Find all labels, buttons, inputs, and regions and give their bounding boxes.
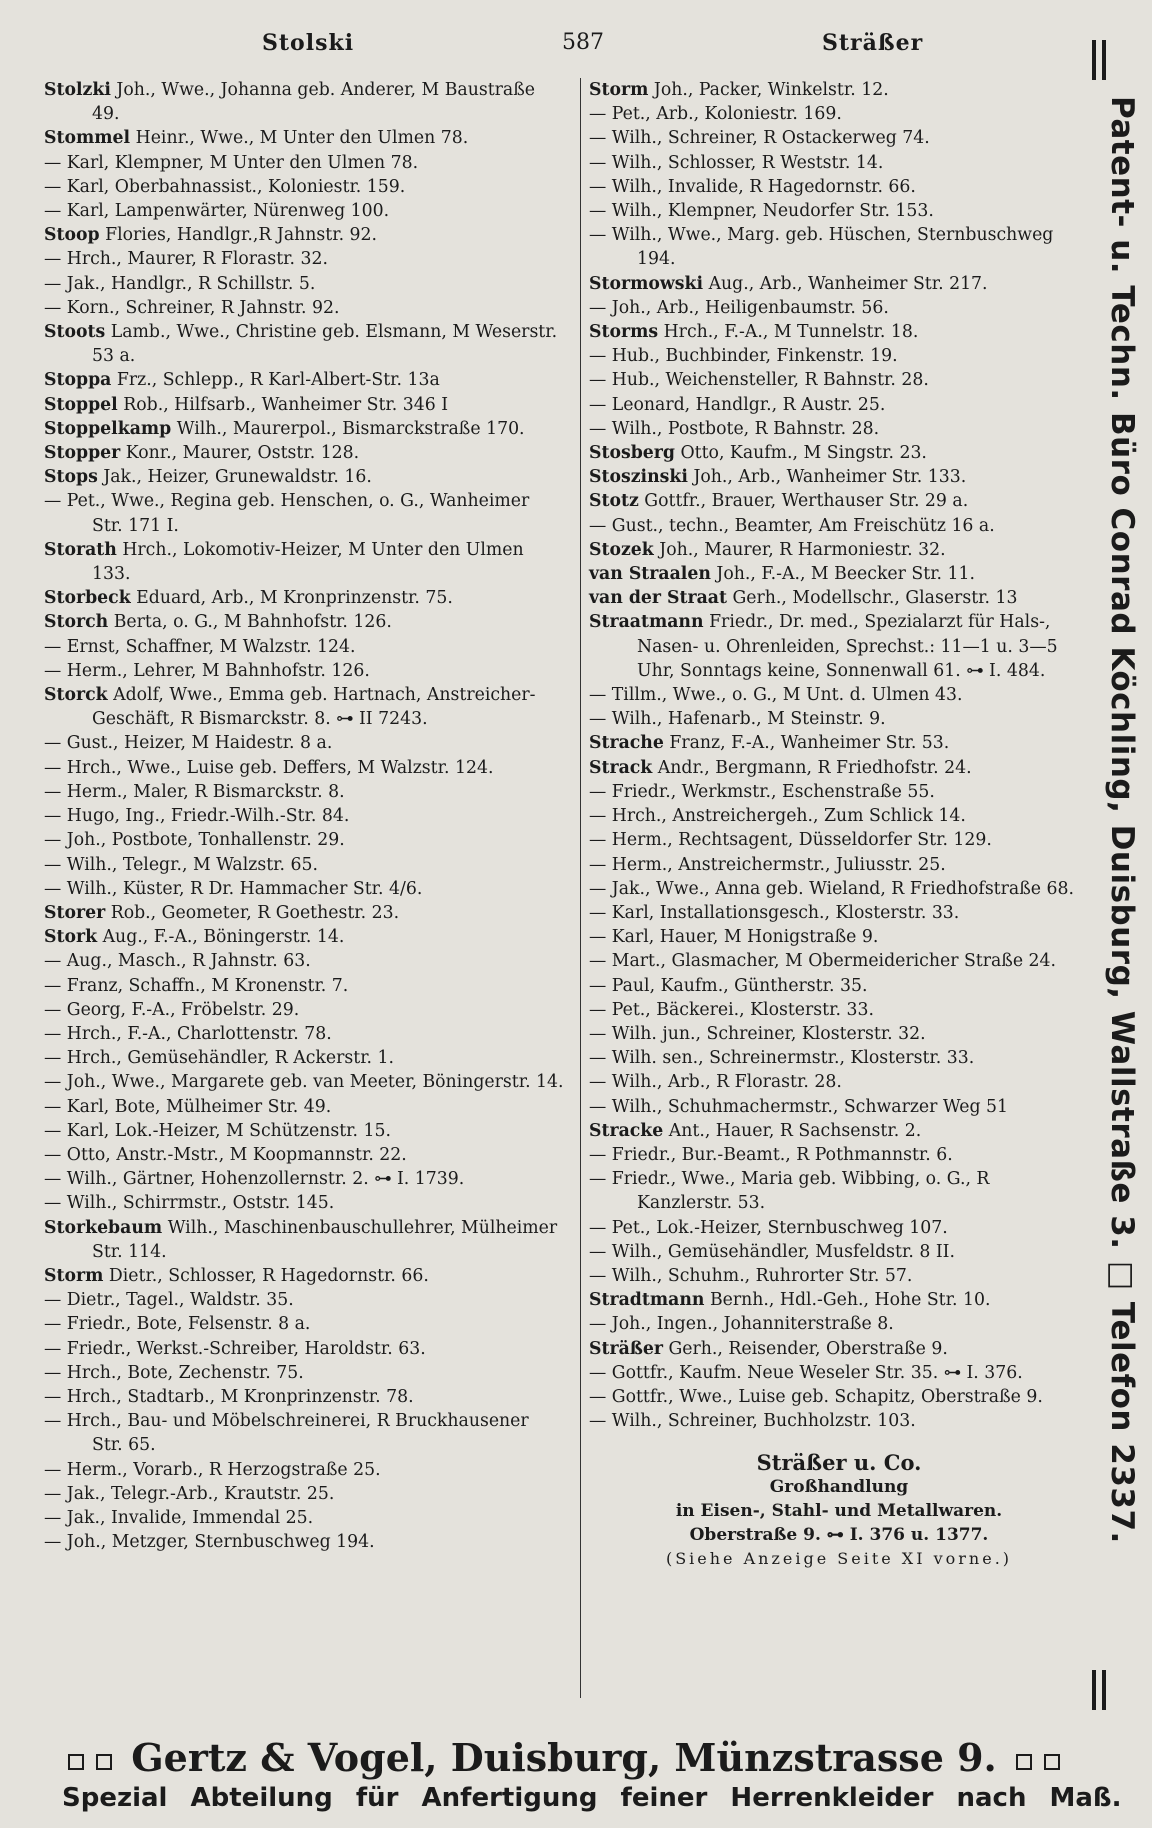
entry-surname: Stoppelkamp (44, 418, 172, 439)
entry-details: Hrch., F.-A., M Tunnelstr. 18. (663, 322, 919, 343)
header-right-keyword: Sträßer (822, 30, 924, 56)
directory-entry (44, 393, 564, 417)
entry-surname: Storch (44, 612, 109, 633)
entry-details: — Herm., Anstreichermstr., Juliusstr. 25. (589, 854, 946, 875)
directory-entry (589, 562, 1089, 586)
entry-details: — Joh., Metzger, Sternbuschweg 194. (44, 1532, 375, 1553)
entry-details: — Karl, Klempner, M Unter den Ulmen 78. (44, 152, 419, 173)
entry-details: Joh., Maurer, R Harmoniestr. 32. (659, 539, 946, 560)
entry-details: Gerh., Modellschr., Glaserstr. 13 (732, 588, 1018, 609)
entry-details: — Karl, Oberbahnassist., Koloniestr. 159. (44, 176, 406, 197)
entry-surname: Storkebaum (44, 1217, 163, 1238)
entry-details: — Herm., Lehrer, M Bahnhofstr. 126. (44, 660, 370, 681)
entry-details: — Joh., Postbote, Tonhallenstr. 29. (44, 830, 345, 851)
directory-entry (589, 1409, 1089, 1433)
directory-entry (589, 877, 1089, 901)
sidebar-rule-top-2 (1102, 40, 1106, 80)
entry-details: — Wilh., Arb., R Florastr. 28. (589, 1072, 842, 1093)
directory-entry (44, 296, 564, 320)
entry-surname: Strack (589, 757, 653, 778)
entry-details: — Joh., Ingen., Johanniterstraße 8. (589, 1314, 894, 1335)
directory-entry (44, 635, 564, 659)
entry-surname: Storck (44, 685, 108, 706)
directory-entry (44, 1312, 564, 1336)
footer-firm: Gertz & Vogel, Duisburg, Münzstrasse 9. (131, 1735, 997, 1780)
entry-details: — Wilh., Schlosser, R Weststr. 14. (589, 152, 884, 173)
directory-entry (589, 296, 1089, 320)
entry-details: Andr., Bergmann, R Friedhofstr. 24. (657, 757, 972, 778)
directory-entry (589, 901, 1089, 925)
entry-surname: Sträßer (589, 1338, 663, 1359)
entry-details: Adolf, Wwe., Emma geb. Hartnach, Anstreicher-Geschäft, R Bismarckstr. 8. ⊶ II 7243. (92, 685, 536, 730)
entry-details: — Wilh., Schuhmachermstr., Schwarzer Weg 51 (589, 1096, 1009, 1117)
entry-surname: Stozek (589, 539, 654, 560)
directory-entry (589, 828, 1089, 852)
entry-details: — Otto, Anstr.-Mstr., M Koopmannstr. 22. (44, 1144, 407, 1165)
entry-details: — Wilh., Schreiner, R Ostackerweg 74. (589, 128, 930, 149)
directory-entry (44, 1046, 564, 1070)
entry-details: — Wilh., Invalide, R Hagedornstr. 66. (589, 176, 916, 197)
entry-details: — Mart., Glasmacher, M Obermeidericher Straße 24. (589, 951, 1057, 972)
entry-details: Joh., F.-A., M Beecker Str. 11. (716, 564, 976, 585)
entry-details: — Karl, Lampenwärter, Nürenweg 100. (44, 201, 390, 222)
directory-entry (589, 949, 1089, 973)
sidebar-ad-text: Patent- u. Techn. Büro Conrad Köchling, Duisburg, Wallstraße 3. □ Telefon 2337. (1104, 96, 1140, 1544)
square-ornament-icon (1044, 1754, 1060, 1770)
entry-surname: Stotz (589, 491, 639, 512)
directory-entry (44, 974, 564, 998)
page-number: 587 (562, 30, 604, 55)
entry-details: — Wilh., Schuhm., Ruhrorter Str. 57. (589, 1265, 913, 1286)
entry-details: Aug., F.-A., Böningerstr. 14. (102, 927, 345, 948)
directory-entry (589, 441, 1089, 465)
entry-details: — Gust., Heizer, M Haidestr. 8 a. (44, 733, 333, 754)
directory-entry (44, 199, 564, 223)
directory-entry (589, 707, 1089, 731)
sidebar-rule-top (1092, 40, 1096, 80)
entry-details: — Wilh., Telegr., M Walzstr. 65. (44, 854, 318, 875)
directory-entry (589, 1312, 1089, 1336)
sidebar-advertisement (1088, 40, 1144, 1710)
entry-details: Frz., Schlepp., R Karl-Albert-Str. 13a (116, 370, 440, 391)
entry-details: — Wilh. jun., Schreiner, Klosterstr. 32. (589, 1023, 926, 1044)
entry-details: — Hub., Buchbinder, Finkenstr. 19. (589, 346, 898, 367)
entry-details: — Leonard, Handlgr., R Austr. 25. (589, 394, 886, 415)
entry-surname: Straatmann (589, 612, 704, 633)
directory-entry (589, 272, 1089, 296)
directory-entry (44, 320, 564, 368)
entry-details: — Gottfr., Wwe., Luise geb. Schapitz, Oberstraße 9. (589, 1386, 1043, 1407)
directory-entry (44, 1143, 564, 1167)
directory-entry (44, 1409, 564, 1457)
entry-surname: Stosberg (589, 443, 675, 464)
entry-details: Joh., Wwe., Johanna geb. Anderer, M Baustraße 49. (92, 80, 535, 125)
entry-details: — Aug., Masch., R Jahnstr. 63. (44, 951, 311, 972)
entry-details: — Pet., Wwe., Regina geb. Henschen, o. G., Wanheimer Str. 171 I. (44, 491, 530, 536)
ad-firm-name: Sträßer u. Co. (756, 1450, 922, 1476)
entry-details: Flories, Handlgr.,R Jahnstr. 92. (105, 225, 378, 246)
entry-details: Ant., Hauer, R Sachsenstr. 2. (668, 1120, 922, 1141)
left-column (44, 78, 564, 1554)
entry-details: — Karl, Installationsgesch., Klosterstr. 33. (589, 902, 960, 923)
directory-entry (44, 489, 564, 537)
directory-entry (589, 1022, 1089, 1046)
directory-entry (44, 853, 564, 877)
directory-entry (44, 78, 564, 126)
entry-surname: Storm (44, 1265, 104, 1286)
entry-details: — Friedr., Werkst.-Schreiber, Haroldstr. 63. (44, 1338, 426, 1359)
entry-surname: Stradtmann (589, 1290, 705, 1311)
entry-surname: Strache (589, 733, 664, 754)
entry-details: — Pet., Lok.-Heizer, Sternbuschweg 107. (589, 1217, 948, 1238)
directory-entry (589, 1070, 1089, 1094)
entry-details: Friedr., Dr. med., Spezialarzt für Hals-, Nasen- u. Ohrenleiden, Sprechst.: 11—1 u. 3—5 Uhr, Sonntags keine, Sonnenwall 61. ⊶ I. 484. (637, 612, 1058, 681)
entry-details: Eduard, Arb., M Kronprinzenstr. 75. (136, 588, 453, 609)
entry-surname: Stopper (44, 443, 121, 464)
entry-details: Otto, Kaufm., M Singstr. 23. (680, 443, 927, 464)
directory-entry (44, 877, 564, 901)
directory-entry (44, 901, 564, 925)
advertisement-block (589, 1451, 1089, 1571)
entry-details: Berta, o. G., M Bahnhofstr. 126. (113, 612, 392, 633)
entry-surname: Stolzki (44, 80, 111, 100)
directory-entry (44, 126, 564, 150)
entry-details: — Ernst, Schaffner, M Walzstr. 124. (44, 636, 356, 657)
directory-entry (44, 223, 564, 247)
directory-entry (589, 610, 1089, 683)
directory-entry (589, 1337, 1089, 1361)
directory-entry (44, 247, 564, 271)
directory-entry (589, 1288, 1089, 1312)
directory-entry (44, 1070, 564, 1094)
entry-details: — Herm., Maler, R Bismarckstr. 8. (44, 781, 345, 802)
sidebar-rule-bottom-2 (1102, 1670, 1106, 1710)
page-header (52, 30, 1072, 66)
directory-entry (589, 1143, 1089, 1167)
directory-entry (589, 974, 1089, 998)
directory-entry (589, 804, 1089, 828)
entry-details: — Hrch., Wwe., Luise geb. Deffers, M Walzstr. 124. (44, 757, 494, 778)
entry-surname: Stork (44, 927, 98, 948)
entry-details: Dietr., Schlosser, R Hagedornstr. 66. (108, 1265, 429, 1286)
entry-surname: Stoots (44, 322, 106, 343)
directory-entry (44, 272, 564, 296)
entry-details: — Wilh., Gärtner, Hohenzollernstr. 2. ⊶ I. 1739. (44, 1169, 465, 1190)
directory-entry (589, 1216, 1089, 1240)
directory-entry (589, 586, 1089, 610)
entry-surname: Stoop (44, 225, 100, 246)
entry-surname: Storbeck (44, 588, 131, 609)
entry-details: — Hrch., F.-A., Charlottenstr. 78. (44, 1023, 332, 1044)
directory-entry (44, 610, 564, 634)
entry-details: — Herm., Vorarb., R Herzogstraße 25. (44, 1459, 381, 1480)
directory-entry (589, 780, 1089, 804)
directory-entry (44, 998, 564, 1022)
entry-details: — Herm., Rechtsagent, Düsseldorfer Str. 129. (589, 830, 992, 851)
entry-details: — Jak., Invalide, Immendal 25. (44, 1507, 314, 1528)
entry-surname: Stops (44, 467, 98, 488)
directory-entry (44, 1119, 564, 1143)
entry-details: Joh., Packer, Winkelstr. 12. (653, 80, 889, 100)
directory-entry (589, 683, 1089, 707)
footer-line-1 (62, 1735, 1066, 1780)
entry-details: — Karl, Lok.-Heizer, M Schützenstr. 15. (44, 1120, 391, 1141)
entry-details: — Jak., Handlgr., R Schillstr. 5. (44, 273, 316, 294)
entry-details: — Karl, Bote, Mülheimer Str. 49. (44, 1096, 332, 1117)
directory-entry (44, 586, 564, 610)
directory-entry (589, 1095, 1089, 1119)
directory-entry (44, 1167, 564, 1191)
directory-entry (589, 465, 1089, 489)
directory-entry (44, 1216, 564, 1264)
directory-entry (44, 1385, 564, 1409)
entry-details: — Hrch., Maurer, R Florastr. 32. (44, 249, 328, 270)
entry-details: Aug., Arb., Wanheimer Str. 217. (708, 273, 988, 294)
directory-entry (44, 538, 564, 586)
directory-entry (44, 175, 564, 199)
entry-details: — Gust., techn., Beamter, Am Freischütz 16 a. (589, 515, 995, 536)
entry-details: — Wilh., Gemüsehändler, Musfeldstr. 8 II. (589, 1241, 955, 1262)
directory-entry (589, 1119, 1089, 1143)
directory-entry (44, 441, 564, 465)
entry-details: — Wilh., Postbote, R Bahnstr. 28. (589, 418, 880, 439)
entry-details: Wilh., Maschinenbauschullehrer, Mülheimer Str. 114. (92, 1217, 558, 1262)
directory-entry (44, 151, 564, 175)
directory-entry (44, 780, 564, 804)
directory-entry (44, 756, 564, 780)
entry-surname: Stoppel (44, 394, 118, 415)
entry-surname: van Straalen (589, 564, 711, 585)
directory-entry (44, 1361, 564, 1385)
right-column (580, 78, 1089, 1698)
directory-entry (589, 1264, 1089, 1288)
directory-entry (589, 223, 1089, 271)
entry-details: — Hrch., Anstreichergeh., Zum Schlick 14. (589, 806, 966, 827)
entry-details: Heinr., Wwe., M Unter den Ulmen 78. (135, 128, 469, 149)
entry-surname: Stoppa (44, 370, 112, 391)
directory-entry (589, 925, 1089, 949)
directory-entry (44, 465, 564, 489)
directory-entry (44, 1458, 564, 1482)
square-ornament-icon (68, 1754, 84, 1770)
square-ornament-icon (1016, 1754, 1032, 1770)
directory-entry (44, 368, 564, 392)
entry-details: — Korn., Schreiner, R Jahnstr. 92. (44, 297, 340, 318)
entry-details: Gottfr., Brauer, Werthauser Str. 29 a. (644, 491, 969, 512)
entry-surname: Storms (589, 322, 659, 343)
entry-details: — Tillm., Wwe., o. G., M Unt. d. Ulmen 43. (589, 685, 963, 706)
entry-details: Jak., Heizer, Grunewaldstr. 16. (103, 467, 372, 488)
ad-line-2: in Eisen-, Stahl- und Metallwaren. (675, 1501, 1003, 1522)
directory-entry (589, 1240, 1089, 1264)
entry-details: — Wilh., Klempner, Neudorfer Str. 153. (589, 201, 934, 222)
entry-details: — Joh., Wwe., Margarete geb. van Meeter, Böningerstr. 14. (44, 1072, 564, 1093)
directory-entry (44, 828, 564, 852)
directory-entry (44, 1191, 564, 1215)
entry-surname: Storm (589, 80, 649, 100)
entry-details: — Pet., Arb., Koloniestr. 169. (589, 104, 842, 125)
directory-entry (44, 659, 564, 683)
entry-details: Hrch., Lokomotiv-Heizer, M Unter den Ulmen 133. (92, 539, 524, 585)
directory-entry (44, 417, 564, 441)
directory-entry (589, 538, 1089, 562)
directory-entry (44, 949, 564, 973)
directory-entry (44, 925, 564, 949)
entry-details: — Joh., Arb., Heiligenbaumstr. 56. (589, 297, 889, 318)
entry-details: — Dietr., Tagel., Waldstr. 35. (44, 1290, 294, 1311)
entry-surname: Stommel (44, 128, 131, 149)
entry-details: — Hugo, Ing., Friedr.-Wilh.-Str. 84. (44, 806, 350, 827)
directory-entry (589, 1385, 1089, 1409)
entry-details: — Jak., Telegr.-Arb., Krautstr. 25. (44, 1483, 335, 1504)
square-ornament-icon (96, 1754, 112, 1770)
directory-entry (589, 78, 1089, 102)
directory-entry (44, 1482, 564, 1506)
ad-line-1: Großhandlung (769, 1477, 909, 1498)
directory-entry (589, 320, 1089, 344)
entry-details: — Wilh. sen., Schreinermstr., Klosterstr. 33. (589, 1048, 975, 1069)
directory-entry (589, 393, 1089, 417)
entry-details: — Georg, F.-A., Fröbelstr. 29. (44, 999, 300, 1020)
directory-entry (44, 683, 564, 731)
entry-details: Franz, F.-A., Wanheimer Str. 53. (669, 733, 950, 754)
directory-entry (589, 853, 1089, 877)
entry-details: Rob., Geometer, R Goethestr. 23. (110, 902, 400, 923)
entry-details: Konr., Maurer, Oststr. 128. (125, 443, 360, 464)
directory-entry (44, 1288, 564, 1312)
entry-surname: van der Straat (589, 588, 727, 609)
directory-entry (589, 126, 1089, 150)
ad-note: (Siehe Anzeige Seite XI vorne.) (665, 1549, 1013, 1569)
directory-entry (589, 998, 1089, 1022)
right-column-entries (589, 78, 1089, 1433)
entry-details: Lamb., Wwe., Christine geb. Elsmann, M Weserstr. 53 a. (92, 322, 558, 367)
entry-details: — Pet., Bäckerei., Klosterstr. 33. (589, 999, 874, 1020)
directory-entry (44, 1337, 564, 1361)
directory-entry (44, 1530, 564, 1554)
entry-details: — Wilh., Schirrmstr., Oststr. 145. (44, 1193, 335, 1214)
entry-details: — Hrch., Gemüsehändler, R Ackerstr. 1. (44, 1048, 395, 1069)
entry-details: — Franz, Schaffn., M Kronenstr. 7. (44, 975, 349, 996)
directory-entry (589, 417, 1089, 441)
directory-entry (589, 102, 1089, 126)
directory-entry (589, 199, 1089, 223)
directory-entry (589, 344, 1089, 368)
directory-entry (44, 731, 564, 755)
entry-details: — Karl, Hauer, M Honigstraße 9. (589, 927, 879, 948)
ad-line-3: Oberstraße 9. ⊶ I. 376 u. 1377. (689, 1525, 989, 1546)
directory-entry (589, 175, 1089, 199)
entry-details: — Hrch., Stadtarb., M Kronprinzenstr. 78. (44, 1386, 414, 1407)
entry-details: — Wilh., Wwe., Marg. geb. Hüschen, Sternbuschweg 194. (589, 225, 1054, 270)
directory-entry (44, 1264, 564, 1288)
entry-surname: Storer (44, 902, 106, 923)
entry-details: Rob., Hilfsarb., Wanheimer Str. 346 I (123, 394, 449, 415)
directory-entry (589, 1361, 1089, 1385)
entry-surname: Storath (44, 539, 117, 560)
entry-details: — Friedr., Bote, Felsenstr. 8 a. (44, 1314, 311, 1335)
entry-details: — Wilh., Küster, R Dr. Hammacher Str. 4/6. (44, 878, 423, 899)
directory-entry (44, 1022, 564, 1046)
entry-details: — Wilh., Hafenarb., M Steinstr. 9. (589, 709, 886, 730)
entry-details: — Jak., Wwe., Anna geb. Wieland, R Friedhofstraße 68. (589, 878, 1074, 899)
entry-details: — Paul, Kaufm., Güntherstr. 35. (589, 975, 868, 996)
entry-details: Joh., Arb., Wanheimer Str. 133. (693, 467, 967, 488)
directory-entry (589, 731, 1089, 755)
entry-surname: Stormowski (589, 273, 704, 294)
directory-entry (589, 514, 1089, 538)
directory-entry (44, 1506, 564, 1530)
entry-details: Wilh., Maurerpol., Bismarckstraße 170. (176, 418, 525, 439)
entry-details: — Friedr., Bur.-Beamt., R Pothmannstr. 6. (589, 1144, 953, 1165)
sidebar-rule-bottom (1092, 1670, 1096, 1710)
directory-entry (44, 804, 564, 828)
directory-entry (589, 756, 1089, 780)
entry-details: — Hub., Weichensteller, R Bahnstr. 28. (589, 370, 929, 391)
entry-details: — Friedr., Werkmstr., Eschenstraße 55. (589, 781, 935, 802)
entry-surname: Stoszinski (589, 467, 688, 488)
entry-details: — Wilh., Schreiner, Buchholzstr. 103. (589, 1411, 916, 1432)
directory-entry (589, 1167, 1089, 1215)
directory-entry (589, 151, 1089, 175)
footer-line-2: Spezial Abteilung für Anfertigung feiner Herrenkleider nach Maß. (62, 1783, 1122, 1813)
directory-entry (589, 489, 1089, 513)
entry-details: — Hrch., Bau- und Möbelschreinerei, R Bruckhausener Str. 65. (44, 1411, 529, 1456)
directory-entry (44, 1095, 564, 1119)
entry-details: — Gottfr., Kaufm. Neue Weseler Str. 35. ⊶ I. 376. (589, 1362, 1023, 1383)
entry-details: — Friedr., Wwe., Maria geb. Wibbing, o. G., R Kanzlerstr. 53. (589, 1169, 990, 1214)
entry-details: Bernh., Hdl.-Geh., Hohe Str. 10. (709, 1290, 991, 1311)
directory-entry (589, 368, 1089, 392)
entry-details: — Hrch., Bote, Zechenstr. 75. (44, 1362, 304, 1383)
entry-details: Gerh., Reisender, Oberstraße 9. (668, 1338, 948, 1359)
header-left-keyword: Stolski (262, 30, 355, 56)
entry-surname: Stracke (589, 1120, 664, 1141)
directory-entry (589, 1046, 1089, 1070)
